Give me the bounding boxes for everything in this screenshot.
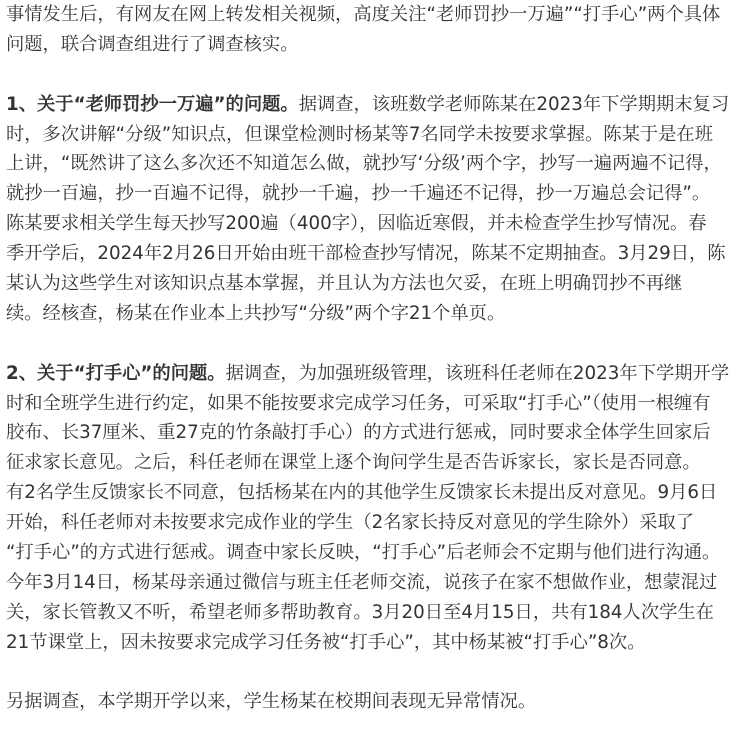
text-line: 21节课堂上，因未按要求完成学习任务被“打手心”，其中杨某被“打手心”8次。	[6, 631, 646, 653]
text-line: 续。经核查，杨某在作业本上共抄写“分级”两个字21个单页。	[6, 302, 506, 324]
text-line: 季开学后，2024年2月26日开始由班干部检查抄写情况，陈某不定期抽查。3月29日，陈	[6, 243, 726, 265]
section-2-first-line: 据调查，为加强班级管理，该班科任老师在2023年下学期开学	[225, 362, 730, 384]
intro-paragraph	[6, 0, 736, 60]
section-2-paragraph	[6, 359, 736, 658]
paragraph-gap	[6, 60, 736, 90]
text-line: 某认为这些学生对该知识点基本掌握，并且认为方法也欠妥，在班上明确罚抄不再继	[6, 273, 683, 295]
text-line: 时，多次讲解“分级”知识点，但课堂检测时杨某等7名同学未按要求掌握。陈某于是在班	[6, 123, 713, 145]
section-1-heading: 1、关于“老师罚抄一万遍”的问题。	[6, 93, 299, 115]
text-line: 另据调查，本学期开学以来，学生杨某在校期间表现无异常情况。	[6, 691, 537, 713]
text-line: 胶布、长37厘米、重27克的竹条敲打手心）的方式进行惩戒，同时要求全体学生回家后	[6, 422, 711, 444]
text-line: 陈某要求相关学生每天抄写200遍（400字），因临近寒假，并未检查学生抄写情况。春	[6, 213, 707, 235]
section-1-paragraph	[6, 90, 736, 329]
text-line	[6, 90, 736, 120]
text-line: 时和全班学生进行约定，如果不能按要求完成学习任务，可采取“打手心”（使用一根缠有	[6, 392, 711, 414]
text-line: 事情发生后，有网友在网上转发相关视频，高度关注“老师罚抄一万遍”“打手心”两个具体	[6, 4, 721, 25]
paragraph-gap	[6, 329, 736, 359]
closing-paragraph	[6, 687, 736, 717]
paragraph-gap	[6, 658, 736, 688]
text-line: 开始，科任老师对未按要求完成作业的学生（2名家长持反对意见的学生除外）采取了	[6, 512, 695, 534]
text-line	[6, 359, 736, 389]
text-line: “打手心”的方式进行惩戒。调查中家长反映，“打手心”后老师会不定期与他们进行沟通。	[6, 542, 721, 564]
section-1-first-line: 据调查，该班数学老师陈某在2023年下学期期末复习	[298, 93, 730, 115]
text-line: 就抄一百遍，抄一百遍不记得，就抄一千遍，抄一千遍还不记得，抄一万遍总会记得”。	[6, 183, 711, 205]
text-line: 今年3月14日，杨某母亲通过微信与班主任老师交流，说孩子在家不想做作业，想蒙混过	[6, 571, 718, 593]
text-line: 关，家长管教又不听，希望老师多帮助教育。3月20日至4月15日，共有184人次学生在	[6, 601, 714, 623]
text-line: 上讲，“既然讲了这么多次还不知道怎么做，就抄写‘分级’两个字，抄写一遍两遍不记得，	[6, 153, 722, 175]
article-body	[6, 0, 736, 717]
text-line: 征求家长意见。之后，科任老师在课堂上逐个询问学生是否告诉家长，家长是否同意。	[6, 452, 701, 474]
section-2-heading: 2、关于“打手心”的问题。	[6, 362, 226, 384]
text-line: 有2名学生反馈家长不同意，包括杨某在内的其他学生反馈家长未提出反对意见。9月6日	[6, 482, 718, 504]
text-line: 问题，联合调查组进行了调查核实。	[6, 33, 299, 55]
